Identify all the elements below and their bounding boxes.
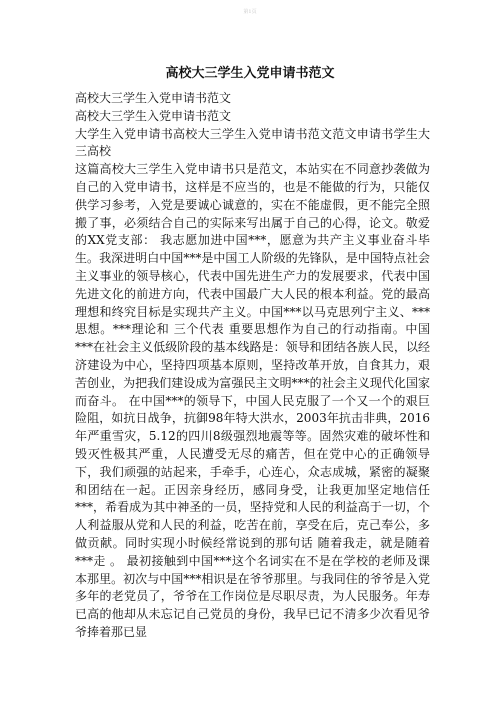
keywords-line: 大学生入党申请书高校大三学生入党申请书范文范文申请书学生大三高校 — [75, 126, 430, 159]
body-line-2: 高校大三学生入党申请书范文 — [75, 108, 232, 123]
document-body — [75, 90, 430, 642]
body-line-1: 高校大三学生入党申请书范文 — [75, 91, 232, 105]
document-title: 高校大三学生入党申请书范文 — [165, 66, 335, 81]
page-number-mark: 第1页 — [243, 9, 257, 15]
main-paragraph: 这篇高校大三学生入党申请书只是范文，本站实在不同意抄袭做为自己的入党申请书，这样是不应当的，也是不能做的行为，只能仅供学习参考，入党是要诚心诚意的，实在不能虚假，更不能完全照搬了事，必须结合自己的实际来写出属于自己的心得，论文。敬爱的XX党支部： 我志愿加进中国***，愿意为共产主义事业奋斗毕生。我深进明白中国***是中国工人阶级的先锋队，是中国特点社会主义事业的领导核心，代表中国先进生产力的发展要求，代表中国先进文化的前进方向，代表中国最广大人民的根本利益。党的最高理想和终究目标是实现共产主义。中国***以马克思列宁主义、***思想。***理论和 三个代表 重要思想作为自己的行动指南。中国***在社会主义低级阶段的基本线路是：领导和团结各族人民，以经济建设为中心，坚持四项基本原则，坚持改革开放，自食其力，艰苦创业，为把我们建设成为富强民主文明***的社会主义现代化国家而奋斗。 在中国***的领导下，中国人民克服了一个又一个的艰巨险阻，如抗日战争，抗御98年特大洪水，2003年抗击非典，2016年严重雪灾，5.12的四川8级强烈地震等等。固然灾难的破坏性和毁灭性极其严重，人民遭受无尽的痛苦，但在党中心的正确领导下，我们顽强的站起来，手牵手，心连心，众志成城，紧密的凝聚和团结在一起。正因亲身经历，感同身受，让我更加坚定地信任***，希看成为其中神圣的一员，坚持党和人民的利益高于一切，个人利益服从党和人民的利益，吃苦在前，享受在后，克己奉公，多做贡献。同时实现小时候经常说到的那句话 随着我走，就是随着***走 。 最初接触到中国***这个名词实在不是在学校的老师及课本那里。初次与中国***相识是在爷爷那里。与我同住的爷爷是入党多年的老党员了，爷爷在工作岗位是尽职尽责，为人民服务。年寿已高的他却从未忘记自己党员的身份，我早已记不清多少次看见爷爷捧着那已显 — [75, 162, 430, 639]
